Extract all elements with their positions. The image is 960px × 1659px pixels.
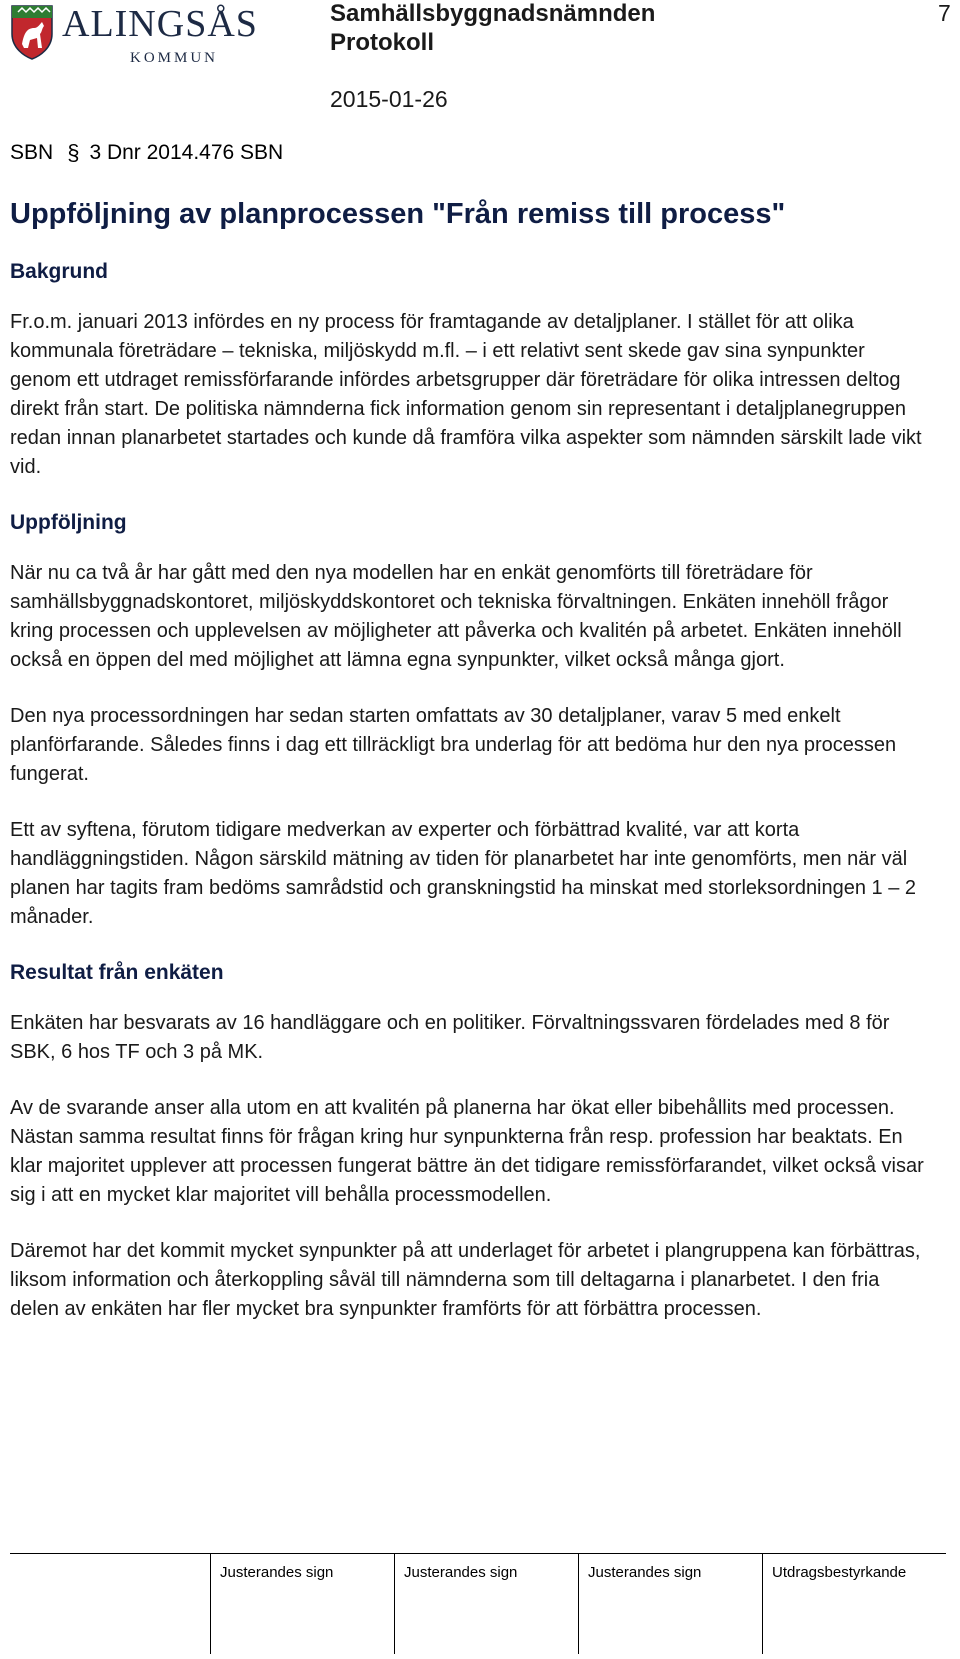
coat-of-arms-icon: [10, 4, 54, 60]
paragraph: Enkäten har besvarats av 16 handläggare och en politiker. Förvaltningssvaren fördelades med 8 för SBK, 6 hos TF och 3 på MK.: [10, 1012, 890, 1063]
logo-wordmark: ALINGSÅS: [62, 3, 258, 45]
paragraph: När nu ca två år har gått med den nya modellen har en enkät genomförts till företrädare för samhällsbyggnadskontoret, miljöskyddskontoret och tekniska förvaltningen. Enkäten innehöll frågor kring processen och upplevelsen av möjligheter att påverka och kvalitén på arbetet. Enkäten innehöll också en öppen del med möjlighet att lämna egna synpunkter, vilket också många gjort.: [10, 562, 902, 671]
footer-spacer: [10, 1554, 210, 1654]
signature-footer: [10, 1553, 946, 1654]
committee-name: Samhällsbyggnadsnämnden: [330, 0, 656, 27]
section-uppfoljning: [10, 509, 930, 932]
case-reference: [10, 140, 283, 166]
paragraph: Den nya processordningen har sedan starten omfattats av 30 detaljplaner, varav 5 med enkelt planförfarande. Således finns i dag ett tillräckligt bra underlag för att bedöma hur den nya processen fungerat.: [10, 705, 897, 785]
section-heading: Resultat från enkäten: [10, 961, 224, 984]
page-number: 7: [938, 0, 951, 26]
paragraph: Däremot har det kommit mycket synpunkter på att underlaget för arbetet i plangruppena kan förbättras, liksom information och återkoppling såväl till nämnderna som till deltagarna i planarbetet. I den fria delen av enkäten har fler mycket bra synpunkter framförts för att förbättra processen.: [10, 1240, 921, 1320]
section-sign-icon: §: [67, 140, 80, 165]
board-abbreviation: SBN: [10, 141, 54, 164]
signature-cell-3: Justerandes sign: [578, 1554, 762, 1654]
logo-subtitle: KOMMUN: [130, 50, 219, 66]
protocol-body: [10, 196, 930, 1351]
paragraph: Ett av syftena, förutom tidigare medverkan av experter och förbättrad kvalité, var att korta handläggningstiden. Någon särskild mätning av tiden för planarbetet har inte genomförts, men när väl planen har tagits fram bedöms samrådstid och granskningstid ha minskat med storleksordningen 1 – 2 månader.: [10, 819, 917, 928]
document-date: 2015-01-26: [330, 86, 448, 112]
document-type: Protokoll: [330, 29, 435, 56]
page-header: [0, 0, 960, 120]
case-number: 3 Dnr 2014.476 SBN: [89, 141, 284, 164]
signature-cell-1: Justerandes sign: [210, 1554, 394, 1654]
paragraph: Av de svarande anser alla utom en att kvalitén på planerna har ökat eller bibehållits med processen. Nästan samma resultat finns för frågan kring hur synpunkterna från resp. profession har beaktats. En klar majoritet upplever att processen fungerat bättre än det tidigare remissförfarandet, vilket också visar sig i att en mycket klar majoritet vill behålla processmodellen.: [10, 1097, 924, 1206]
section-heading: Uppföljning: [10, 511, 127, 534]
certification-cell: Utdragsbestyrkande: [762, 1554, 946, 1654]
alingsas-kommun-logo: [10, 4, 290, 68]
section-resultat: [10, 959, 930, 1324]
section-heading: Bakgrund: [10, 260, 109, 283]
section-bakgrund: [10, 258, 930, 482]
document-title: Uppföljning av planprocessen "Från remiss till process": [10, 198, 786, 230]
signature-cell-2: Justerandes sign: [394, 1554, 578, 1654]
paragraph: Fr.o.m. januari 2013 infördes en ny process för framtagande av detaljplaner. I stället för att olika kommunala företrädare – tekniska, miljöskydd m.fl. – i ett relativt sent skede gav sina synpunkter genom ett utdraget remissförfarande infördes arbetsgrupper där företrädare för olika intressen deltog direkt från start. De politiska nämnderna fick information genom sin representant i detaljplanegruppen redan innan planarbetet startades och kunde då framföra vilka aspekter som nämnden särskilt lade vikt vid.: [10, 311, 922, 478]
